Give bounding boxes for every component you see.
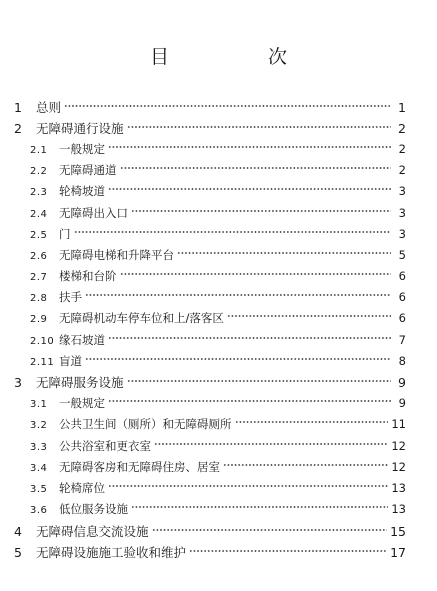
toc-entry-number: 3.6 <box>30 505 48 516</box>
dot-leader <box>85 355 391 363</box>
toc-entry-number: 3.1 <box>30 399 48 410</box>
toc-entry[interactable] <box>30 480 406 496</box>
toc-entry-label: 公共卫生间（厕所）和无障碍厕所 <box>59 417 232 431</box>
toc-entry-page: 13 <box>391 502 406 516</box>
toc-entry-page: 2 <box>398 142 406 156</box>
dot-leader <box>127 377 391 385</box>
toc-entry-number: 2.7 <box>30 272 48 283</box>
toc-entry-page: 6 <box>398 269 406 283</box>
toc-entry-label: 扶手 <box>59 290 82 304</box>
toc-entry-page: 9 <box>398 375 406 390</box>
toc-entry-label: 无障碍电梯和升降平台 <box>59 248 174 262</box>
toc-entry[interactable] <box>14 373 406 391</box>
toc-entry-page: 3 <box>398 184 406 198</box>
toc-entry-label: 轮椅席位 <box>59 481 105 495</box>
toc-entry[interactable] <box>30 183 406 199</box>
dot-leader <box>74 228 392 236</box>
dot-leader <box>120 164 392 172</box>
toc-entry-label: 无障碍服务设施 <box>36 375 124 390</box>
page-title: 目 次 <box>149 46 327 68</box>
toc-entry-label: 无障碍信息交流设施 <box>36 524 149 539</box>
toc-entry-label: 低位服务设施 <box>59 502 128 516</box>
toc-entry-page: 2 <box>398 121 406 136</box>
toc-entry-number: 2.9 <box>30 314 48 325</box>
toc-entry-label: 无障碍通行设施 <box>36 121 124 136</box>
toc-entry[interactable] <box>30 438 406 454</box>
toc-entry[interactable] <box>30 226 406 242</box>
toc-entry-number: 3.2 <box>30 420 48 431</box>
dot-leader <box>235 418 389 426</box>
toc-entry-page: 1 <box>398 100 406 115</box>
toc-entry-label: 公共浴室和更衣室 <box>59 439 151 453</box>
dot-leader <box>131 503 388 511</box>
dot-leader <box>108 334 391 342</box>
dot-leader <box>108 482 388 490</box>
toc-entry-page: 12 <box>391 460 406 474</box>
toc-entry-label: 门 <box>59 227 71 241</box>
toc-entry[interactable] <box>30 268 406 284</box>
toc-entry-page: 8 <box>398 354 406 368</box>
toc-entry[interactable] <box>14 543 406 561</box>
toc-entry-page: 15 <box>390 524 406 539</box>
toc-entry-label: 无障碍出入口 <box>59 206 128 220</box>
dot-leader <box>154 440 388 448</box>
toc-entry-number: 2.2 <box>30 166 48 177</box>
toc-entry[interactable] <box>30 205 406 221</box>
toc-entry-number: 4 <box>14 524 22 539</box>
toc-entry-page: 11 <box>391 417 406 431</box>
dot-leader <box>127 123 391 131</box>
toc-entry-label: 无障碍客房和无障碍住房、居室 <box>59 460 220 474</box>
toc-entry-label: 缘石坡道 <box>59 333 105 347</box>
toc-entry-page: 17 <box>390 545 406 560</box>
toc-entry-number: 2.5 <box>30 230 48 241</box>
toc-entry[interactable] <box>30 310 406 326</box>
toc-entry[interactable] <box>30 353 406 369</box>
toc-entry-page: 5 <box>398 248 406 262</box>
toc-entry-number: 2.11 <box>30 357 55 368</box>
toc-entry[interactable] <box>30 416 406 432</box>
toc-entry[interactable] <box>30 141 406 157</box>
dot-leader <box>131 207 391 215</box>
toc-entry[interactable] <box>30 459 406 475</box>
toc-entry-number: 3 <box>14 375 22 390</box>
toc-entry-label: 一般规定 <box>59 142 105 156</box>
toc-entry-number: 2 <box>14 121 22 136</box>
dot-leader <box>85 291 391 299</box>
toc-entry[interactable] <box>30 395 406 411</box>
toc-entry-label: 无障碍设施施工验收和维护 <box>36 545 187 560</box>
dot-leader <box>189 547 387 555</box>
toc-entry[interactable] <box>30 332 406 348</box>
toc-entry[interactable] <box>14 522 406 540</box>
toc-entry-label: 总则 <box>36 100 62 115</box>
dot-leader <box>108 143 391 151</box>
toc-entry[interactable] <box>30 501 406 517</box>
toc-entry[interactable] <box>14 98 406 116</box>
dot-leader <box>152 526 388 534</box>
toc-entry-number: 2.1 <box>30 145 48 156</box>
toc-entry-label: 一般规定 <box>59 396 105 410</box>
dot-leader <box>108 185 391 193</box>
toc-entry-number: 2.3 <box>30 187 48 198</box>
toc-entry-label: 盲道 <box>59 354 82 368</box>
toc-entry-page: 3 <box>398 206 406 220</box>
toc-entry-number: 2.4 <box>30 209 48 220</box>
toc-entry[interactable] <box>30 162 406 178</box>
toc-entry-number: 2.8 <box>30 293 48 304</box>
toc-entry-page: 12 <box>391 439 406 453</box>
toc-entry-label: 楼梯和台阶 <box>59 269 117 283</box>
dot-leader <box>223 461 388 469</box>
toc-entry-label: 无障碍通道 <box>59 163 117 177</box>
toc-entry[interactable] <box>30 247 406 263</box>
toc-entry[interactable] <box>14 119 406 137</box>
toc-entry-page: 9 <box>398 396 406 410</box>
toc-entry-page: 7 <box>398 333 406 347</box>
toc-entry[interactable] <box>30 289 406 305</box>
toc-entry-number: 2.10 <box>30 336 55 347</box>
toc-entry-label: 轮椅坡道 <box>59 184 105 198</box>
toc-entry-page: 6 <box>398 311 406 325</box>
toc-entry-page: 6 <box>398 290 406 304</box>
dot-leader <box>120 270 392 278</box>
toc-entry-number: 5 <box>14 545 22 560</box>
toc-entry-page: 2 <box>398 163 406 177</box>
toc-entry-number: 1 <box>14 100 22 115</box>
dot-leader <box>227 312 391 320</box>
toc-entry-number: 3.3 <box>30 442 48 453</box>
dot-leader <box>108 397 391 405</box>
toc-entry-number: 2.6 <box>30 251 48 262</box>
dot-leader <box>177 249 391 257</box>
toc-entry-number: 3.4 <box>30 463 48 474</box>
dot-leader <box>64 102 391 110</box>
toc-entry-label: 无障碍机动车停车位和上/落客区 <box>59 311 224 325</box>
toc-entry-number: 3.5 <box>30 484 48 495</box>
toc-entry-page: 3 <box>398 227 406 241</box>
toc-entry-page: 13 <box>391 481 406 495</box>
